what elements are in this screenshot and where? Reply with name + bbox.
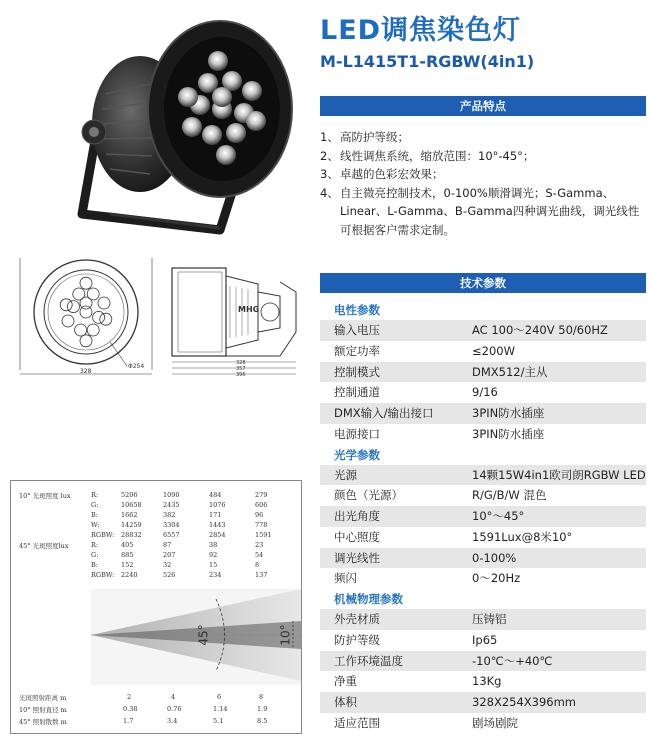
beam-diagram [11,585,301,689]
spec-row: 频闪 0～20Hz [334,571,521,586]
lux10-label: 10° 光斑照度 lux [19,492,71,500]
led-lens-outline [80,335,92,347]
led-lens-outline [75,324,87,336]
features-list [320,128,646,239]
spec-row: 颜色（光源） R/G/B/W 混色 [334,488,547,503]
dia45-label: 45° 照射散数 m [19,718,67,726]
side-dim-3: 396 [236,372,246,378]
spec-row: 外壳材质 压铸铝 [320,609,646,630]
features-heading: 产品特点 [320,96,646,116]
side-brand: MHG [238,305,260,314]
spec-row: 出光角度 10°～45° [320,506,646,527]
side-dim-2: 357 [236,366,246,372]
feature-item: 3、 卓越的色彩宏效果； [320,167,444,181]
front-view-drawing [12,258,162,378]
spec-row: 额定功率 ≤200W [334,343,515,358]
led-lens-outline [62,315,74,327]
led-lens-outline [93,311,105,323]
spec-row: 体积 328X254X396mm [320,692,646,713]
led-lens-outline [67,301,79,313]
led-lens-outline [80,297,92,309]
spec-row: 控制通道 9/16 [334,385,498,400]
spec-row: 中心照度 1591Lux@8米10° [334,529,573,544]
spec-section-title: 电性参数 [334,303,380,317]
spec-row: 工作环境温度 -10℃～+40℃ [320,651,646,672]
spec-row: 防护等级 Ip65 [334,632,498,647]
spec-row: 适应范围 剧场剧院 [334,715,518,730]
led-lens [226,123,246,143]
side-dim-1: 328 [236,360,246,366]
led-lens [212,87,232,107]
spec-row: DMX输入/输出接口 3PIN防水插座 [320,403,646,424]
spec-row: 净重 13Kg [334,674,502,689]
feature-item: 1、 高防护等级； [320,130,409,144]
specs-table [320,300,646,734]
led-lens [216,145,236,165]
led-lens [178,87,198,107]
spec-section-title: 机械物理参数 [334,592,403,606]
led-lens-outline [100,313,112,325]
lux45-label: 45° 光斑照度lux [19,542,69,550]
spec-row: 光源 14颗15W4in1欧司朗RGBW LED [320,465,646,486]
distance-label: 光斑照射距离 m [19,694,67,702]
led-lens [182,117,202,137]
led-lens [242,81,262,101]
led-lens-outline [60,299,72,311]
angle-45-label: 45° [196,624,211,646]
feature-item: 4、 自主微亮控制技术，0-100%顺滑调光；S-Gamma、Linear、L-Gamma、B-Gamma四种调光曲线，调光线性可根据客户需求定制。 [320,185,640,237]
fixture-photo [70,14,295,236]
led-lens-outline [80,277,92,289]
specs-heading: 技术参数 [320,273,646,293]
dia10-label: 10° 照射直径 m [19,706,67,714]
spec-row: 调光线性 0-100% [320,548,646,569]
spec-row: 电源接口 3PIN防水插座 [334,426,545,441]
led-lens-outline [87,324,99,336]
spec-row: 控制模式 DMX512/主从 [320,362,646,383]
angle-10-label: 10° [278,624,293,646]
front-width-dim: 328 [80,368,92,375]
led-lens [202,125,222,145]
diameter-note: Φ254 [128,363,145,370]
spec-row: 输入电压 AC 100～240V 50/60HZ [320,320,646,341]
photometric-panel: 10° 光斑照度 lux R: 5206 1090 484 279 G: 10658 2435 1076 606 B: 1662 382 171 96 W: 14259 3304 1443 778 RGBW: 28832 6557 2854 1591 45° 光斑照度lux R: 405 87 38 23 G: 885 207 92 54 B: 152 32 15 8 RGBW: 2240 526 234 137 45° 10° 光斑照射距离 m 2 4 6 8 10° 照射直径 m 0.38 0.76 1.14 1.9 45° 照射散数 m 1.7 3.4 5.1 8.5 [10,480,302,734]
model-number: M-L1415T1-RGBW(4in1) [320,52,535,71]
feature-item: 2、 线性调焦系统，缩放范围：10°-45°； [320,148,535,163]
spec-section-title: 光学参数 [334,447,380,462]
product-title: LED调焦染色灯 [320,15,522,46]
led-lens [246,111,266,131]
led-lens-outline [98,297,110,309]
led-lens [208,51,228,71]
